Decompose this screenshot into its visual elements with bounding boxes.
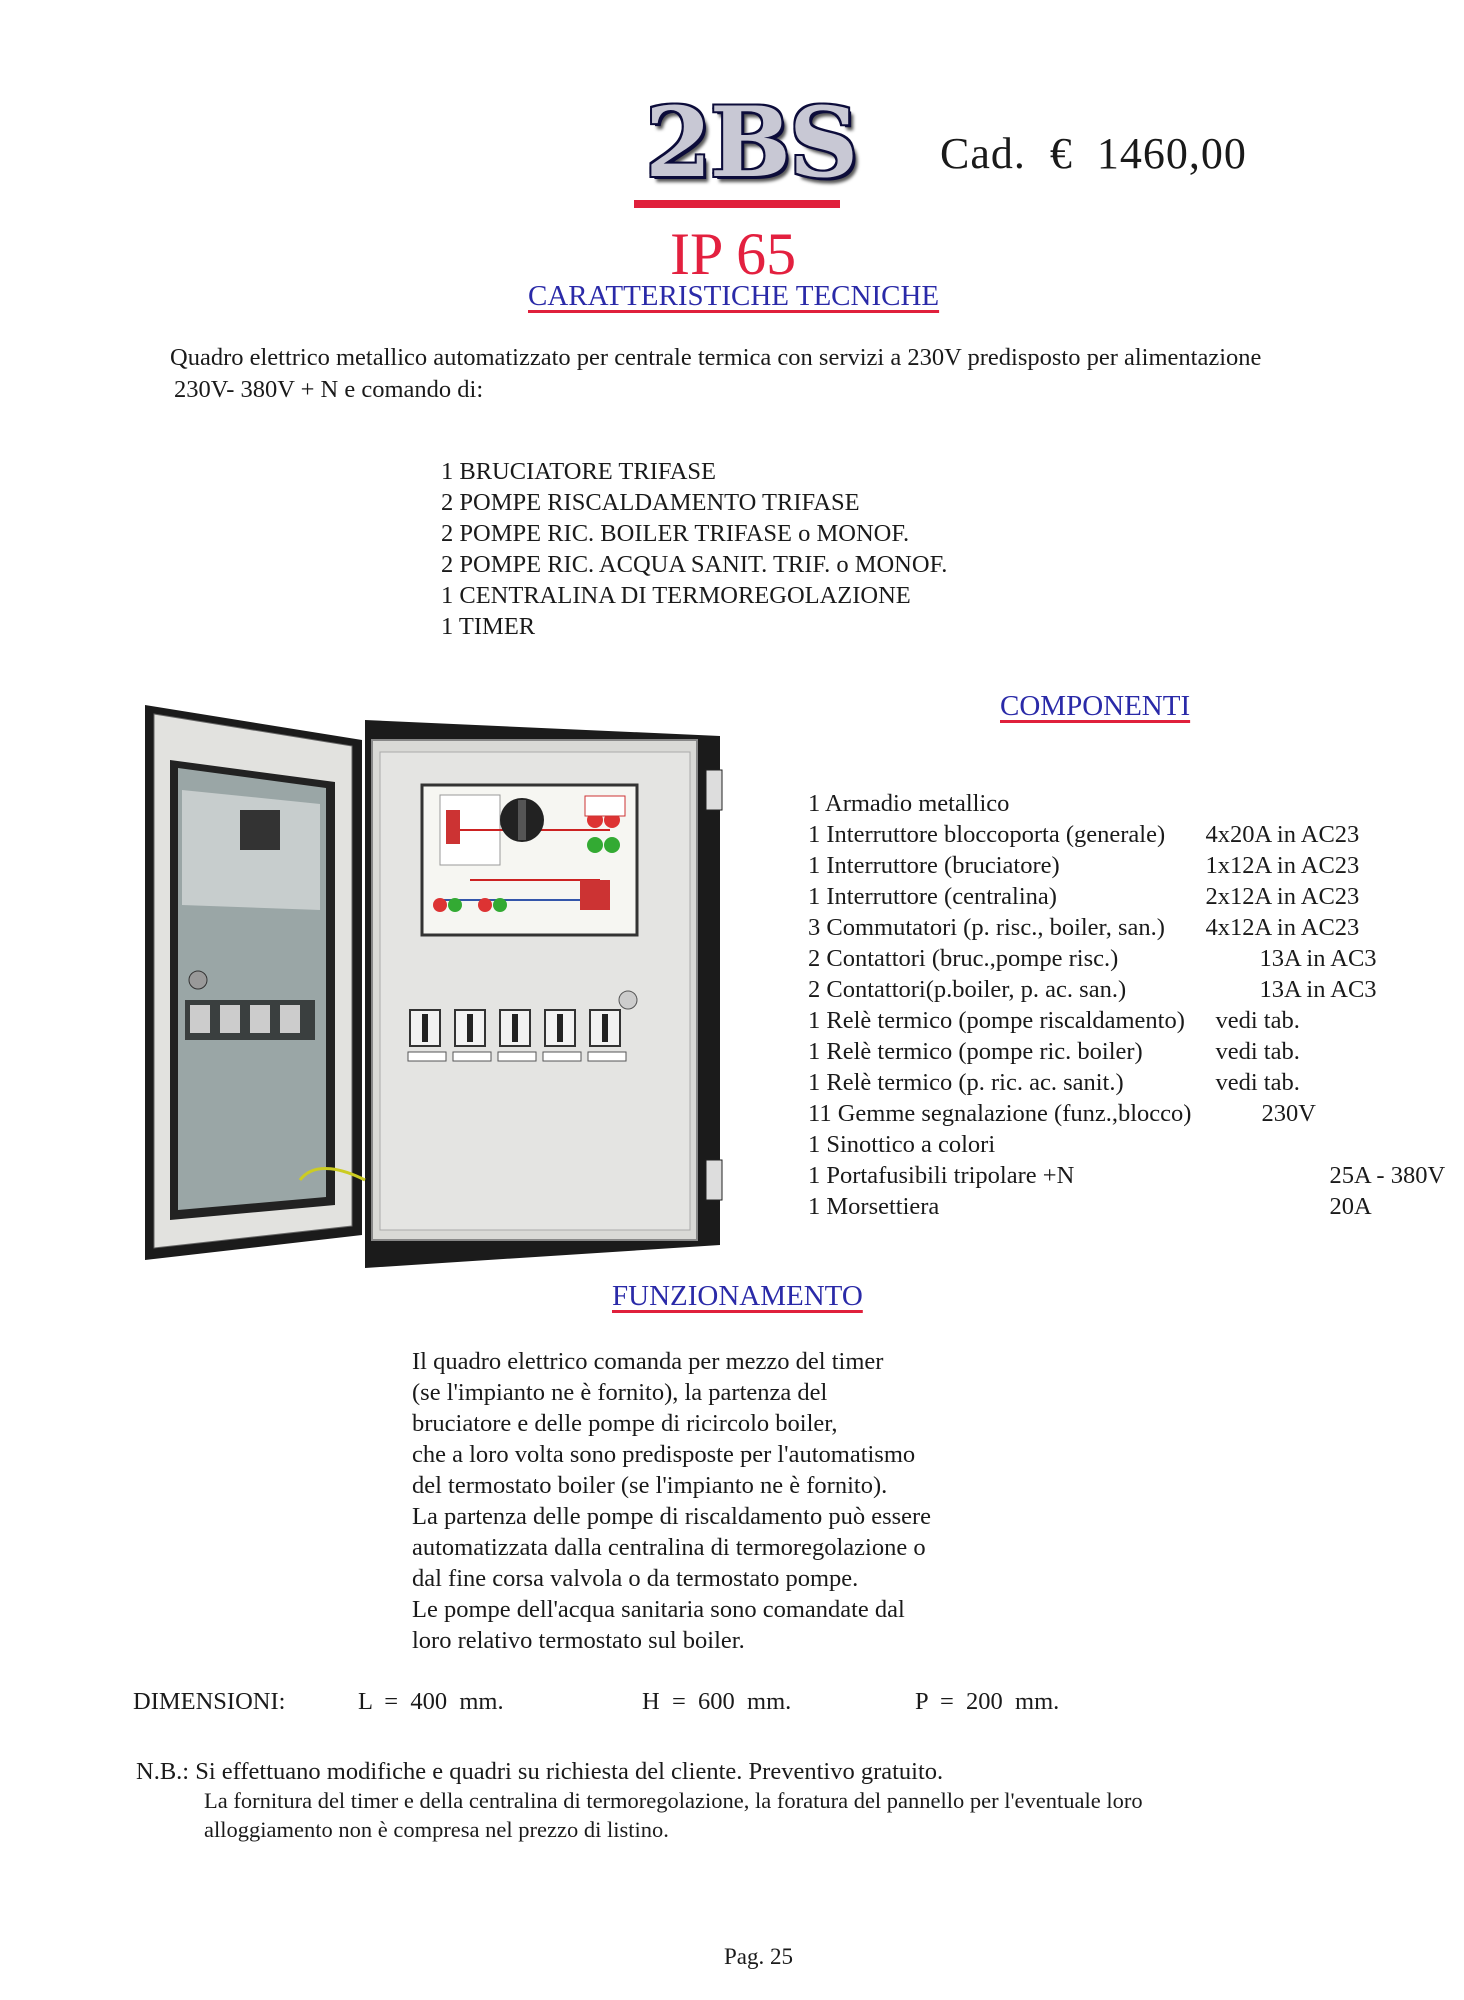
component-name: 1 Portafusibili tripolare +N bbox=[808, 1162, 1075, 1189]
component-value: 1x12A in AC23 bbox=[1205, 852, 1360, 879]
brand-logo: 2BS bbox=[645, 86, 857, 199]
caratteristiche-title: CARATTERISTICHE TECNICHE bbox=[528, 280, 940, 312]
description-line-1: Quadro elettrico metallico automatizzato per centrale termica con servizi a 230V predisposto per alimentazione bbox=[170, 344, 1262, 371]
component-name: 1 Relè termico (p. ric. ac. sanit.) bbox=[808, 1069, 1124, 1096]
component-value: 20A bbox=[1329, 1193, 1372, 1220]
list-item: 1 CENTRALINA DI TERMOREGOLAZIONE bbox=[441, 582, 911, 609]
component-value: 230V bbox=[1261, 1100, 1316, 1127]
table-row bbox=[808, 850, 1445, 881]
componenti-title: COMPONENTI bbox=[1000, 690, 1191, 722]
list-item: 1 BRUCIATORE TRIFASE bbox=[441, 458, 716, 485]
list-item: 2 POMPE RIC. ACQUA SANIT. TRIF. o MONOF. bbox=[441, 551, 948, 578]
note-line-1: N.B.: Si effettuano modifiche e quadri su richiesta del cliente. Preventivo gratuito. bbox=[136, 1758, 944, 1785]
component-name: 1 Interruttore (centralina) bbox=[808, 883, 1057, 910]
table-row bbox=[808, 912, 1445, 943]
component-value: vedi tab. bbox=[1215, 1038, 1300, 1065]
table-row bbox=[808, 1098, 1445, 1129]
dimensions-label: DIMENSIONI: bbox=[133, 1688, 286, 1715]
page-number: Pag. 25 bbox=[724, 1944, 793, 1969]
text-line: dal fine corsa valvola o da termostato pompe. bbox=[412, 1565, 859, 1592]
table-row bbox=[808, 819, 1445, 850]
funzionamento-text bbox=[412, 1346, 931, 1656]
table-row bbox=[808, 788, 1445, 819]
component-name: 3 Commutatori (p. risc., boiler, san.) bbox=[808, 914, 1165, 941]
component-name: 1 Relè termico (pompe riscaldamento) bbox=[808, 1007, 1185, 1034]
list-item: 1 TIMER bbox=[441, 613, 536, 640]
funzionamento-title: FUNZIONAMENTO bbox=[612, 1280, 863, 1312]
dimension-length: L = 400 mm. bbox=[358, 1688, 504, 1715]
text-line: Il quadro elettrico comanda per mezzo del timer bbox=[412, 1348, 884, 1375]
table-row bbox=[808, 943, 1445, 974]
list-item: 2 POMPE RIC. BOILER TRIFASE o MONOF. bbox=[441, 520, 910, 547]
logo-underline bbox=[634, 200, 840, 208]
component-value: 13A in AC3 bbox=[1259, 976, 1377, 1003]
component-name: 2 Contattori(p.boiler, p. ac. san.) bbox=[808, 976, 1127, 1003]
componenti-table bbox=[808, 788, 1445, 1222]
dimension-height: H = 600 mm. bbox=[642, 1688, 792, 1715]
component-value bbox=[1191, 1129, 1445, 1160]
component-name: 1 Morsettiera bbox=[808, 1193, 940, 1220]
price: Cad. € 1460,00 bbox=[940, 129, 1247, 178]
component-name: 2 Contattori (bruc.,pompe risc.) bbox=[808, 945, 1119, 972]
text-line: bruciatore e delle pompe di ricircolo boiler, bbox=[412, 1410, 838, 1437]
text-line: del termostato boiler (se l'impianto ne è fornito). bbox=[412, 1472, 888, 1499]
table-row bbox=[808, 1160, 1445, 1191]
note-line-2: La fornitura del timer e della centralina di termoregolazione, la foratura del pannello per l'eventuale loro bbox=[204, 1788, 1143, 1813]
text-line: che a loro volta sono predisposte per l'automatismo bbox=[412, 1441, 916, 1468]
table-row bbox=[808, 1036, 1445, 1067]
component-name: 1 Armadio metallico bbox=[808, 790, 1010, 817]
component-value bbox=[1191, 788, 1445, 819]
component-value: 13A in AC3 bbox=[1259, 945, 1377, 972]
table-row bbox=[808, 1191, 1445, 1222]
description-line-2: 230V- 380V + N e comando di: bbox=[174, 376, 484, 403]
protection-rating: IP 65 bbox=[670, 221, 797, 287]
text-line: Le pompe dell'acqua sanitaria sono comandate dal bbox=[412, 1596, 905, 1623]
component-value: 4x20A in AC23 bbox=[1205, 821, 1360, 848]
component-name: 1 Interruttore bloccoporta (generale) bbox=[808, 821, 1166, 848]
component-value: 2x12A in AC23 bbox=[1205, 883, 1360, 910]
text-line: loro relativo termostato sul boiler. bbox=[412, 1627, 745, 1654]
component-name: 1 Relè termico (pompe ric. boiler) bbox=[808, 1038, 1143, 1065]
text-line: La partenza delle pompe di riscaldamento può essere bbox=[412, 1503, 932, 1530]
table-row bbox=[808, 881, 1445, 912]
dimension-depth: P = 200 mm. bbox=[915, 1688, 1060, 1715]
features-list bbox=[441, 456, 947, 642]
electrical-cabinet-image bbox=[140, 700, 740, 1270]
list-item: 2 POMPE RISCALDAMENTO TRIFASE bbox=[441, 489, 860, 516]
table-row bbox=[808, 974, 1445, 1005]
table-row bbox=[808, 1067, 1445, 1098]
component-name: 11 Gemme segnalazione (funz.,blocco) bbox=[808, 1100, 1192, 1127]
table-row bbox=[808, 1129, 1445, 1160]
component-value: 25A - 380V bbox=[1329, 1162, 1446, 1189]
component-value: vedi tab. bbox=[1215, 1069, 1300, 1096]
component-value: vedi tab. bbox=[1215, 1007, 1300, 1034]
component-name: 1 Interruttore (bruciatore) bbox=[808, 852, 1060, 879]
component-name: 1 Sinottico a colori bbox=[808, 1131, 996, 1158]
text-line: automatizzata dalla centralina di termoregolazione o bbox=[412, 1534, 926, 1561]
table-row bbox=[808, 1005, 1445, 1036]
component-value: 4x12A in AC23 bbox=[1205, 914, 1360, 941]
text-line: (se l'impianto ne è fornito), la partenza del bbox=[412, 1379, 828, 1406]
note-line-3: alloggiamento non è compresa nel prezzo di listino. bbox=[204, 1817, 669, 1842]
